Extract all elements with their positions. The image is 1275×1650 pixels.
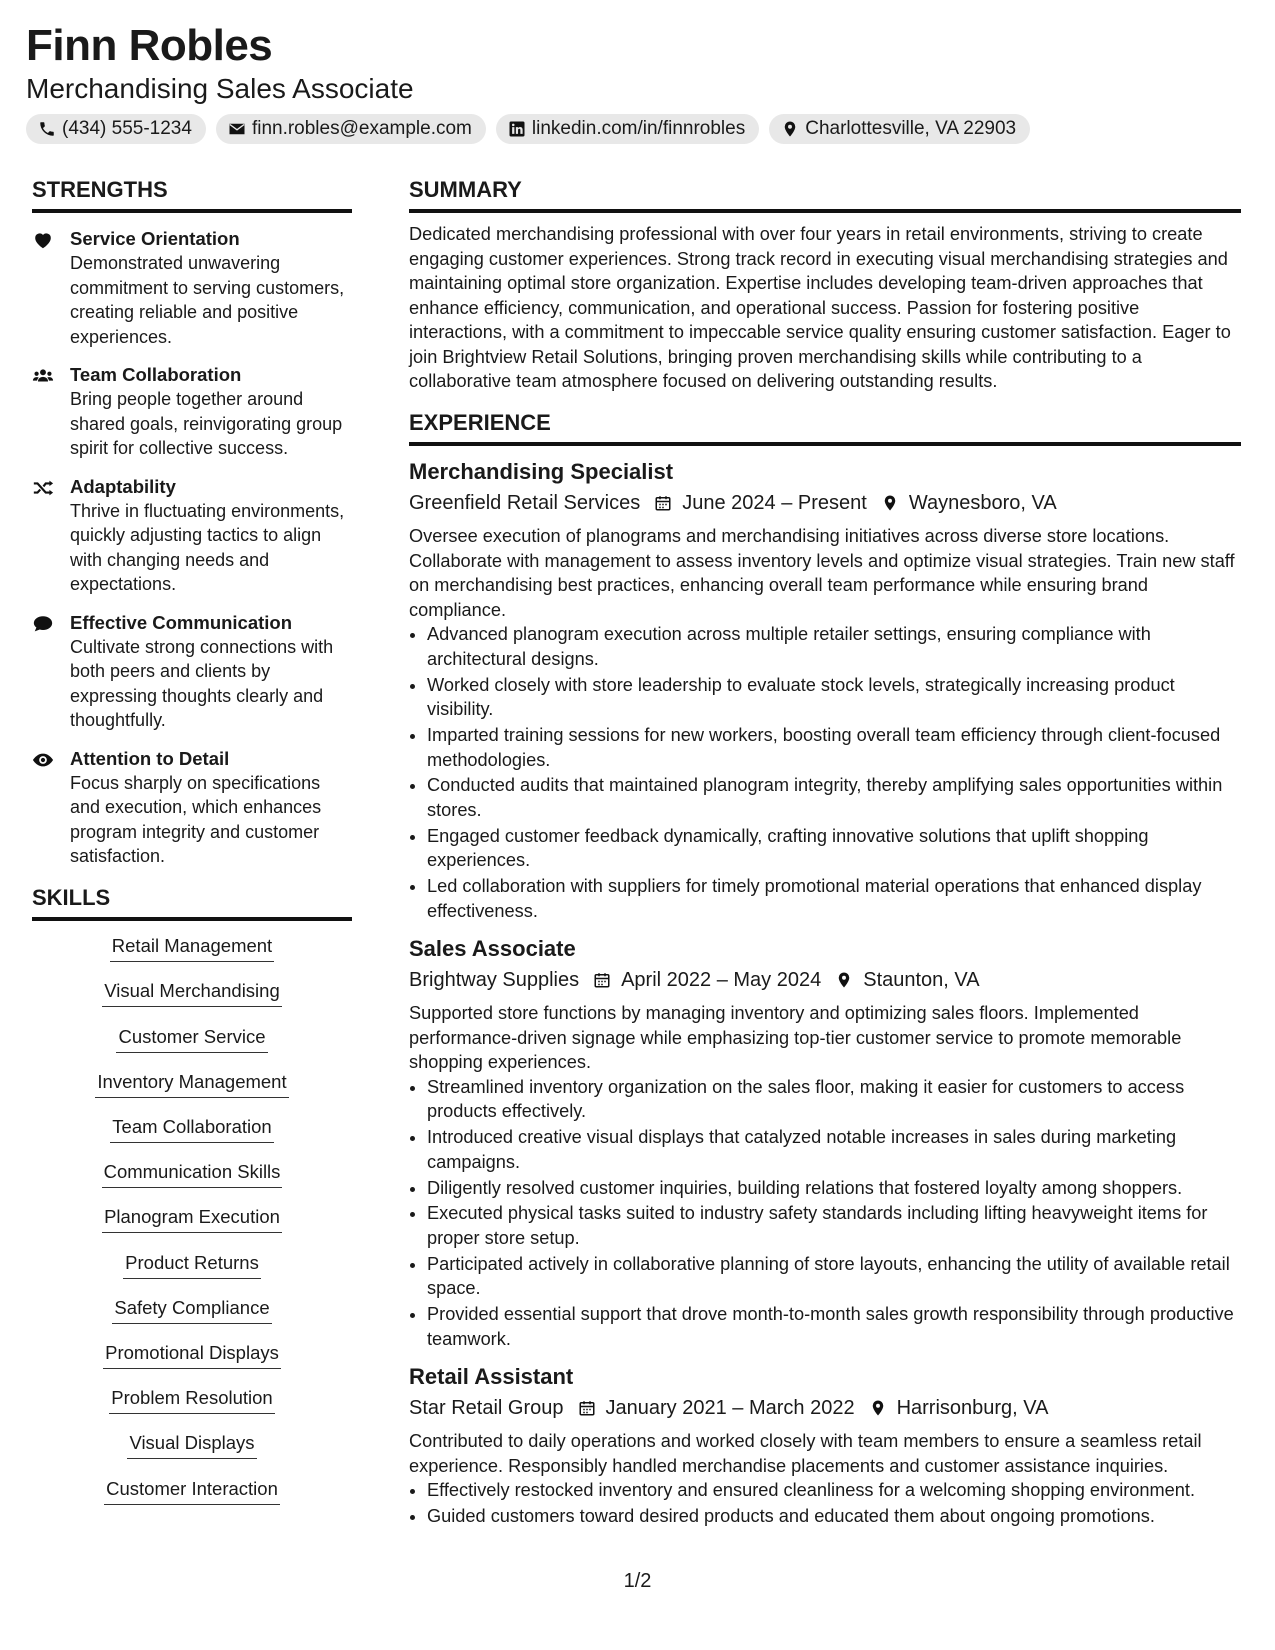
strengths-heading: STRENGTHS <box>32 177 352 213</box>
job-bullets <box>409 622 1241 923</box>
map-pin-icon <box>867 494 909 512</box>
calendar-icon <box>579 971 621 989</box>
skill-label: Inventory Management <box>95 1069 288 1098</box>
map-pin-icon <box>781 120 799 138</box>
heart-icon <box>32 227 70 349</box>
contact-location-text: Charlottesville, VA 22903 <box>805 118 1017 139</box>
strength-item <box>32 227 352 349</box>
summary-text: Dedicated merchandising professional with over four years in retail environments, striving to create engaging customer experiences. Strong track record in executing visual merchandising strategies and maintaining optimal store organization. Expertise includes developing team-driven approaches that enhance efficiency, communication, and operational success. Passion for fostering positive interactions, with a commitment to impeccable service quality ensuring customer satisfaction. Eager to join Brightview Retail Solutions, bringing proven merchandising skills while contributing to a collaborative team atmosphere focused on delivering outstanding results. <box>409 224 1231 392</box>
job-entry <box>409 1363 1241 1528</box>
job-bullet: • Streamlined inventory organization on the sales floor, making it easier for customers to access products effectively. <box>427 1075 1241 1124</box>
contact-location[interactable] <box>769 114 1030 144</box>
strengths-list <box>32 227 352 869</box>
skill-item <box>32 1250 352 1295</box>
strength-title: Service Orientation <box>70 228 240 250</box>
skill-label: Product Returns <box>123 1250 261 1279</box>
job-title: Merchandising Specialist <box>409 459 674 485</box>
calendar-icon <box>564 1399 606 1417</box>
job-meta <box>409 965 1241 995</box>
speech-bubble-icon <box>32 611 70 733</box>
job-bullet: • Led collaboration with suppliers for timely promotional material operations that enhanced display effectiveness. <box>427 874 1241 923</box>
strength-desc: Demonstrated unwavering commitment to serving customers, creating reliable and positive experiences. <box>70 253 345 347</box>
contact-email[interactable] <box>216 114 486 144</box>
job-bullet: • Advanced planogram execution across multiple retailer settings, ensuring compliance with architectural designs. <box>427 622 1241 671</box>
strength-desc: Thrive in fluctuating environments, quickly adjusting tactics to align with changing needs and expectations. <box>70 500 345 595</box>
job-dates: January 2021 – March 2022 <box>605 1397 855 1420</box>
skill-label: Team Collaboration <box>110 1114 273 1143</box>
job-bullet: • Effectively restocked inventory and ensured cleanliness for a welcoming shopping environment. <box>427 1478 1241 1503</box>
job-bullet: • Provided essential support that drove month-to-month sales growth responsibility through productive teamwork. <box>427 1302 1241 1351</box>
job-bullets <box>409 1075 1241 1351</box>
job-location: Staunton, VA <box>863 969 980 992</box>
skill-item <box>32 1295 352 1340</box>
skill-item <box>32 933 352 978</box>
skill-label: Customer Service <box>116 1024 267 1053</box>
job-bullet: • Imparted training sessions for new workers, boosting overall team efficiency through client-focused methodologies. <box>427 723 1241 772</box>
skill-item <box>32 1204 352 1249</box>
phone-icon <box>38 120 56 138</box>
job-description: Oversee execution of planograms and merchandising initiatives across diverse store locations. Collaborate with management to assess inventory levels and optimize visual strategies. Train new staff on merchandising best practices, enhancing overall team performance while ensuring brand compliance. <box>409 526 1235 620</box>
eye-icon <box>32 747 70 869</box>
skill-item <box>32 1430 352 1475</box>
job-bullet: • Diligently resolved customer inquiries, building relations that fostered loyalty among shoppers. <box>427 1176 1241 1201</box>
job-description: Contributed to daily operations and worked closely with team members to ensure a seamless retail experience. Responsibly handled merchandise placements and customer assistance inquiries. <box>409 1431 1202 1476</box>
summary-heading: SUMMARY <box>409 177 1241 213</box>
skill-label: Visual Displays <box>127 1430 256 1459</box>
job-description: Supported store functions by managing inventory and optimizing sales floors. Implemented performance-driven signage while emphasizing top-tier customer service to promote memorable shopping experiences. <box>409 1003 1182 1073</box>
skill-item <box>32 1069 352 1114</box>
job-bullet: • Guided customers toward desired products and educated them about ongoing promotions. <box>427 1504 1241 1529</box>
skills-heading: SKILLS <box>32 885 352 921</box>
job-bullet: • Worked closely with store leadership to evaluate stock levels, strategically increasing product visibility. <box>427 673 1241 722</box>
calendar-icon <box>640 494 682 512</box>
strength-title: Adaptability <box>70 475 176 497</box>
job-meta <box>409 488 1241 518</box>
skill-item <box>32 1159 352 1204</box>
skill-item <box>32 1024 352 1069</box>
strength-item <box>32 363 352 461</box>
job-bullet: • Engaged customer feedback dynamically, crafting innovative solutions that uplift shopping experiences. <box>427 824 1241 873</box>
skill-item <box>32 978 352 1023</box>
skill-item <box>32 1114 352 1159</box>
job-bullet: • Participated actively in collaborative planning of store layouts, enhancing the utility of available retail space. <box>427 1252 1241 1301</box>
job-entry <box>409 935 1241 1351</box>
skill-item <box>32 1340 352 1385</box>
strength-title: Team Collaboration <box>70 364 242 386</box>
job-title: Retail Assistant <box>409 1364 574 1390</box>
skill-label: Retail Management <box>110 933 274 962</box>
skill-label: Problem Resolution <box>109 1385 274 1414</box>
job-bullet: • Introduced creative visual displays that catalyzed notable increases in sales during marketing campaigns. <box>427 1125 1241 1174</box>
job-company: Greenfield Retail Services <box>409 492 641 515</box>
skill-label: Planogram Execution <box>102 1204 282 1233</box>
shuffle-icon <box>32 475 70 597</box>
right-column <box>409 177 1241 1530</box>
strength-desc: Bring people together around shared goals, reinvigorating group spirit for collective success. <box>70 389 343 459</box>
strength-item <box>32 747 352 869</box>
contact-linkedin[interactable] <box>496 114 759 144</box>
contact-linkedin-text: linkedin.com/in/finnrobles <box>531 118 746 139</box>
contact-bar <box>26 114 1030 144</box>
job-location: Harrisonburg, VA <box>896 1397 1049 1420</box>
skill-label: Safety Compliance <box>112 1295 271 1324</box>
strength-title: Effective Communication <box>70 611 293 633</box>
map-pin-icon <box>821 971 863 989</box>
job-company: Star Retail Group <box>409 1397 564 1420</box>
skill-label: Promotional Displays <box>103 1340 281 1369</box>
candidate-title: Merchandising Sales Associate <box>26 73 414 104</box>
job-bullet: • Conducted audits that maintained planogram integrity, thereby amplifying sales opportunities within stores. <box>427 773 1241 822</box>
strength-desc: Focus sharply on specifications and execution, which enhances program integrity and customer satisfaction. <box>70 772 322 867</box>
users-icon <box>32 363 70 461</box>
job-title: Sales Associate <box>409 936 576 962</box>
contact-email-text: finn.robles@example.com <box>251 118 472 139</box>
skill-item <box>32 1476 352 1521</box>
job-location: Waynesboro, VA <box>908 492 1057 515</box>
job-entry <box>409 458 1241 923</box>
experience-heading: EXPERIENCE <box>409 410 1241 446</box>
job-bullets <box>409 1478 1241 1528</box>
skill-label: Customer Interaction <box>104 1476 280 1505</box>
job-company: Brightway Supplies <box>409 969 580 992</box>
strength-item <box>32 475 352 597</box>
strength-title: Attention to Detail <box>70 747 230 769</box>
skills-list <box>32 933 352 1520</box>
left-column <box>32 177 352 1521</box>
job-dates: June 2024 – Present <box>682 492 867 515</box>
strength-desc: Cultivate strong connections with both peers and clients by expressing thoughts clearly and thoughtfully. <box>70 636 334 731</box>
page-number: 1/2 <box>623 1570 652 1592</box>
envelope-icon <box>228 120 246 138</box>
skill-item <box>32 1385 352 1430</box>
linkedin-icon <box>508 120 526 138</box>
strength-item <box>32 611 352 733</box>
contact-phone[interactable] <box>26 114 206 144</box>
skill-label: Visual Merchandising <box>102 978 282 1007</box>
job-bullet: • Executed physical tasks suited to industry safety standards including lifting heavyweight items for proper store setup. <box>427 1201 1241 1250</box>
map-pin-icon <box>855 1399 897 1417</box>
job-meta <box>409 1393 1241 1423</box>
skill-label: Communication Skills <box>102 1159 283 1188</box>
contact-phone-text: (434) 555-1234 <box>62 118 192 139</box>
candidate-name: Finn Robles <box>26 21 273 70</box>
job-dates: April 2022 – May 2024 <box>621 969 822 992</box>
